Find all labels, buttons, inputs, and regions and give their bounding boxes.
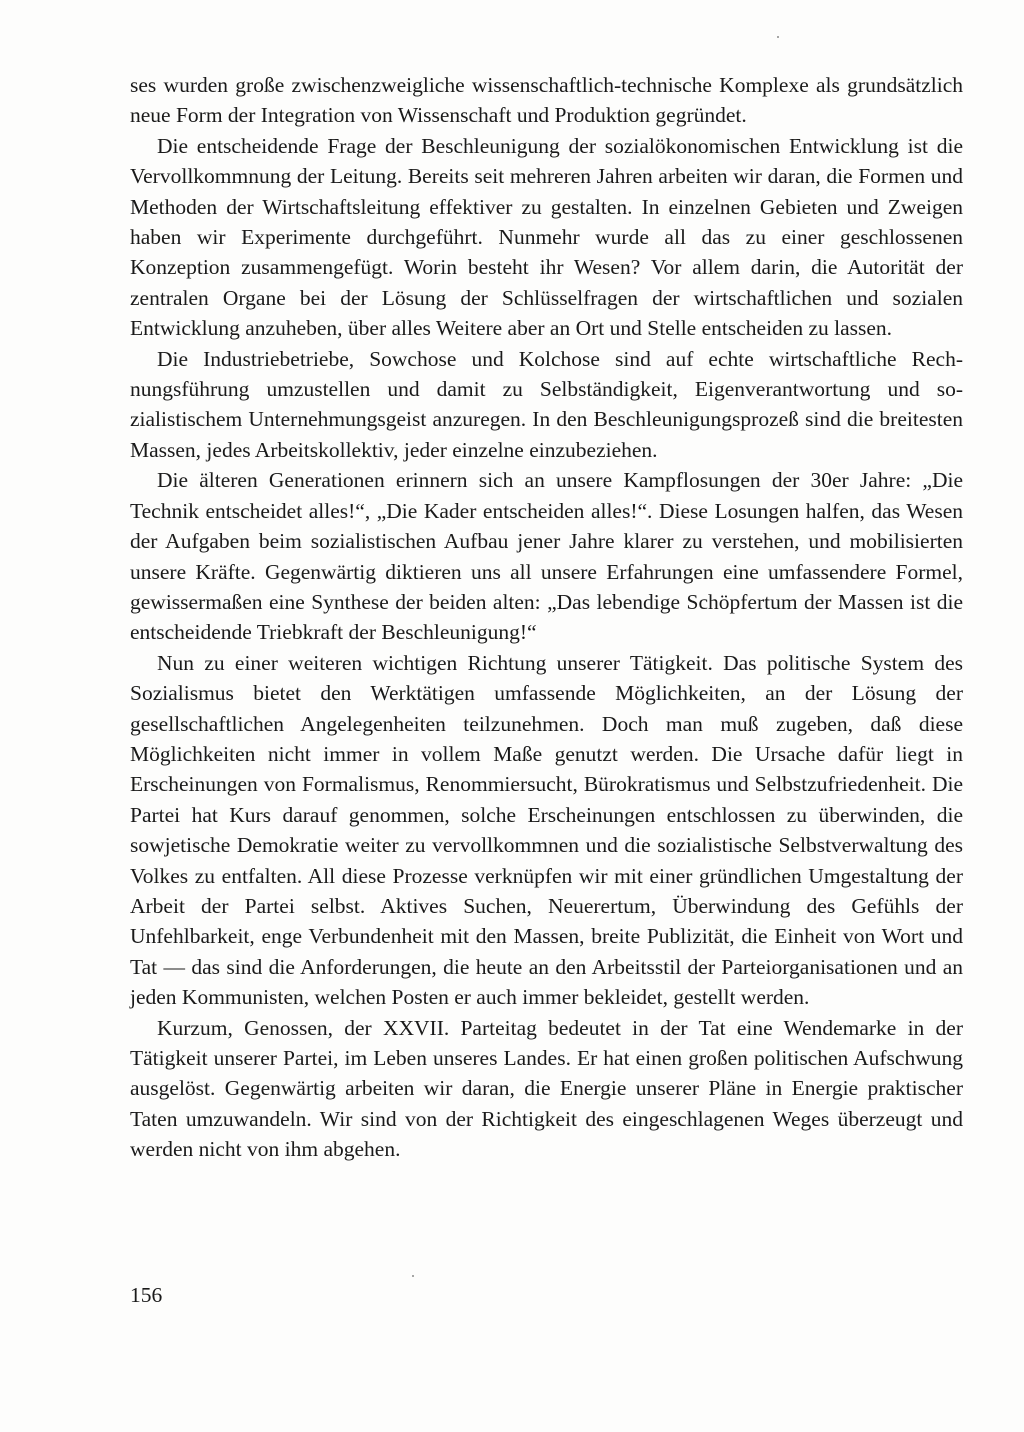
page-number: 156 — [130, 1283, 163, 1307]
paragraph: ses wurden große zwischenzweigliche wissenschaftlich-technische Komplexe als grundsätzlich neue Form der Integration von Wissenschaft und Produktion gegründet. — [130, 73, 963, 128]
paragraph: Nun zu einer weiteren wichtigen Richtung unserer Tätigkeit. Das politische System des Sozialismus bietet den Werktätigen umfassende Möglichkeiten, an der Lösung der gesellschaftlichen Angelegenheiten teilzunehmen. Doch man muß zugeben, daß diese Möglichkeiten nicht immer in vollem Maße genutzt werden. Die Ursache dafür liegt in Erscheinungen von Formalismus, Renommiersucht, Bürokratismus und Selbstzufriedenheit. Die Partei hat Kurs darauf genommen, solche Erscheinungen entschlossen zu überwinden, die sowjetische Demokratie weiter zu vervollkommnen und die sozialistische Selbstverwaltung des Volkes zu entfalten. All diese Prozesse verknüpfen wir mit einer gründlichen Umgestaltung der Arbeit der Partei selbst. Aktives Suchen, Neuerertum, Überwindung des Gefühls der Unfehlbarkeit, enge Verbundenheit mit den Massen, breite Publizität, die Einheit von Wort und Tat — das sind die Anforderungen, die heute an den Arbeitsstil der Parteiorganisationen und an jeden Kommunisten, welchen Posten er auch immer bekleidet, gestellt werden. — [130, 650, 963, 1010]
paragraph: Die Industriebetriebe, Sowchose und Kolchose sind auf echte wirtschaftliche Rechnungsführung umzustellen und damit zu Selbständigkeit, Eigenverantwortung und sozialistischem Unternehmungsgeist anzuregen. In den Beschleunigungsprozeß sind die breitesten Massen, jedes Arbeitskollektiv, jeder einzelne einzubeziehen. — [130, 346, 963, 462]
paragraph: Die entscheidende Frage der Beschleunigung der sozialökonomischen Entwicklung ist die Vervollkommnung der Leitung. Bereits seit mehreren Jahren arbeiten wir daran, die Formen und Methoden der Wirtschaftsleitung effektiver zu gestalten. In einzelnen Gebieten und Zweigen haben wir Experimente durchgeführt. Nunmehr wurde all das zu einer geschlossenen Konzeption zusammengefügt. Worin besteht ihr Wesen? Vor allem darin, die Autorität der zentralen Organe bei der Lösung der Schlüsselfragen der wirtschaftlichen und sozialen Entwicklung anzuheben, über alles Weitere aber an Ort und Stelle entscheiden zu lassen. — [130, 133, 963, 341]
scan-speck — [412, 1275, 414, 1277]
paragraph: Kurzum, Genossen, der XXVII. Parteitag bedeutet in der Tat eine Wendemarke in der Tätigkeit unserer Partei, im Leben unseres Landes. Er hat einen großen politischen Aufschwung ausgelöst. Gegenwärtig arbeiten wir daran, die Energie unserer Pläne in Energie praktischer Taten umzuwandeln. Wir sind von der Richtigkeit des eingeschlagenen Weges überzeugt und werden nicht von ihm abgehen. — [130, 1015, 963, 1162]
paragraph: Die älteren Generationen erinnern sich an unsere Kampflosungen der 30er Jahre: „Die Technik entscheidet alles!“, „Die Kader entscheiden alles!“. Diese Losungen halfen, das Wesen der Aufgaben beim sozialistischen Aufbau jener Jahre klarer zu verstehen, und mobilisierten unsere Kräfte. Gegenwärtig diktieren uns all unsere Erfahrungen eine umfassendere Formel, gewissermaßen eine Synthese der beiden alten: „Das lebendige Schöpfertum der Massen ist die entscheidende Triebkraft der Beschleunigung!“ — [130, 468, 963, 645]
body-text — [130, 70, 963, 1165]
scan-speck — [777, 36, 779, 38]
